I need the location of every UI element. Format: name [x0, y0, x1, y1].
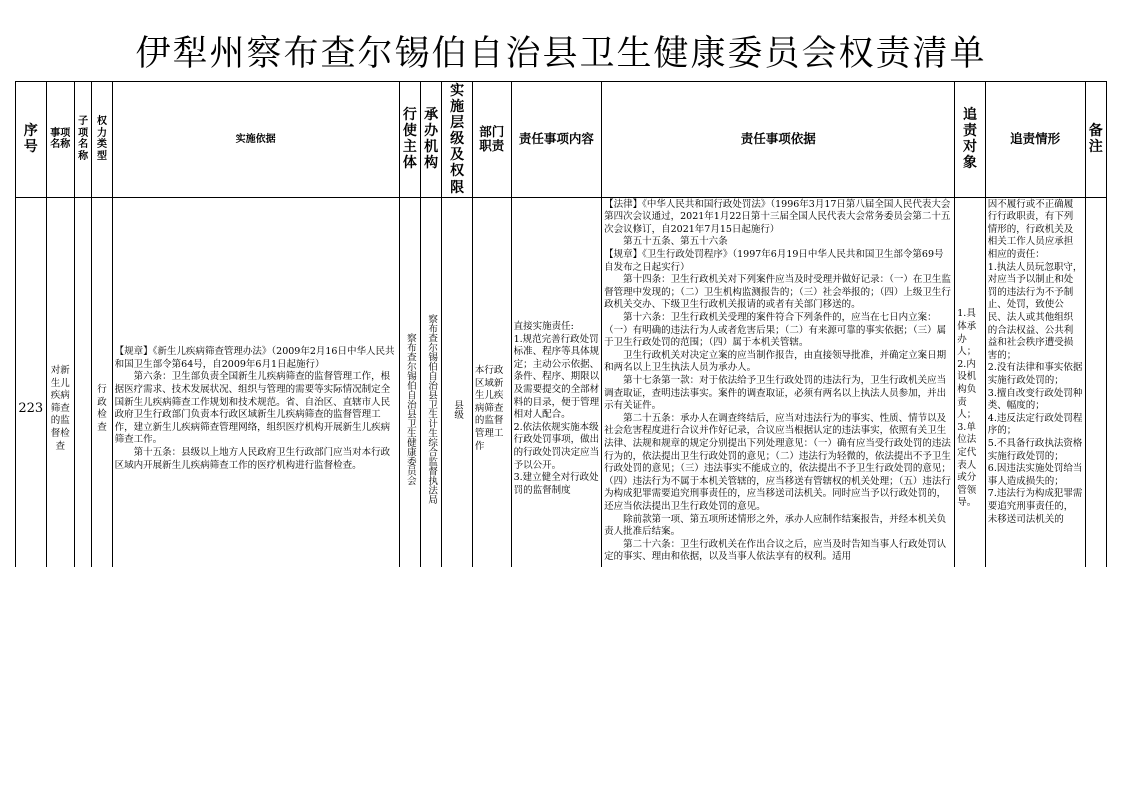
- accountability-line: 3.擅自改变行政处罚种类、幅度的；: [987, 387, 1083, 412]
- accountability-line: 7.违法行为构成犯罪需要追究刑事责任的，未移送司法机关的: [987, 488, 1083, 525]
- accountability-line: 6.因违法实施处罚给当事人造成损失的；: [987, 463, 1083, 487]
- cell-seq: 223: [16, 197, 47, 567]
- header-seq: 序号: [16, 82, 47, 198]
- responsibility-table: [15, 81, 1107, 567]
- level-text: 县级: [452, 399, 464, 419]
- duty-basis-paragraph: 第十七条第一款：对于依法给予卫生行政处罚的违法行为，卫生行政机关应当调查取证，查明违法事实。案件的调查取证，必须有两名以上执法人员参加，并出示有关证件。: [604, 374, 947, 412]
- cell-basis: [112, 197, 399, 567]
- basis-paragraph: 【规章】《新生儿疾病筛查管理办法》（2009年2月16日中华人民共和国卫生部令第64号，自2009年6月1日起施行）: [114, 346, 395, 370]
- header-subject: 行使主体: [399, 82, 420, 198]
- duty-basis-paragraph: 卫生行政机关对决定立案的应当制作报告，由直接领导批准，并确定立案日期和两名以上卫生执法人员为承办人。: [604, 349, 947, 374]
- duty-basis-paragraph: 第十六条：卫生行政机关受理的案件符合下列条件的，应当在七日内立案：（一）有明确的违法行为人或者危害后果；（二）有来源可靠的事实依据；（三）属于卫生行政处罚的范围；（四）属于本机关管辖。: [604, 312, 947, 349]
- cell-remarks: [1085, 197, 1106, 567]
- duty-basis-paragraph: 第十四条：卫生行政机关对下列案件应当及时受理并做好记录：（一）在卫生监督管理中发现的；（二）卫生机构监测报告的；（三）社会举报的；（四）上级卫生行政机关交办、下级卫生行政机关报请的或者有关部门移送的。: [604, 274, 951, 311]
- cell-duty-basis: [602, 197, 955, 567]
- header-duty-content: 责任事项内容: [511, 82, 602, 198]
- duty-basis-paragraph: 【规章】《卫生行政处罚程序》（1997年6月19日中华人民共和国卫生部令第69号 自发布之日起实行）: [604, 249, 944, 273]
- subject-text: 察布查尔锡伯自治县卫生健康委员会: [404, 333, 416, 486]
- cell-undertaking-org: [421, 197, 442, 567]
- header-level: 实施层级及权限: [442, 82, 473, 198]
- header-sub-item-name: 子项名称: [75, 82, 92, 198]
- page-title: 伊犁州察布查尔锡伯自治县卫生健康委员会权责清单: [135, 34, 987, 74]
- table-row: [16, 197, 1107, 567]
- duty-content-line: 2.依法依规实施本级行政处罚事项，做出的行政处罚决定应当予以公开。: [513, 421, 600, 471]
- basis-paragraph: 第六条：卫生部负责全国新生儿疾病筛查的监督管理工作，根据医疗需求、技术发展状况、组织与管理的需要等实际情况制定全国新生儿疾病筛查工作规划和技术规范。省、自治区、直辖市人民政府卫生行政部门负责本行政区域新生儿疾病筛查的监督管理工作，建立新生儿疾病筛查管理网络，组织医疗机构开展新生儿疾病筛查工作。: [114, 371, 391, 446]
- header-power-type: 权力类型: [92, 82, 112, 198]
- duty-content-line: 3.建立健全对行政处罚的监督制度: [513, 472, 599, 496]
- accountability-line: 因不履行或不正确履行行政职责，有下列情形的，行政机关及相关工作人员应承担相应的责任：: [987, 198, 1074, 261]
- duty-basis-paragraph: 第二十六条：卫生行政机关在作出合议之后，应当及时告知当事人行政处罚认定的事实、理由和依据，以及当事人依法享有的权利。适用: [604, 538, 947, 563]
- undertaking-org-text: 察布查尔锡伯自治县卫生计生综合监督执法局: [426, 314, 438, 505]
- cell-accountability: [985, 197, 1085, 567]
- duty-content-line: 1.规范完善行政处罚标准、程序等具体规定；主动公示依据、条件、程序、期限以及需要提交的全部材料的目录，便于管理相对人配合。: [513, 333, 600, 421]
- cell-sub-item-name: [75, 197, 92, 567]
- accountability-line: 1.执法人员玩忽职守，对应当予以制止和处罚的违法行为不予制止、处罚，致使公民、法人或其他组织的合法权益、公共利益和社会秩序遭受损害的；: [987, 261, 1083, 361]
- header-remarks: 备注: [1085, 82, 1106, 198]
- cell-dept-duty: 本行政区域新生儿疾病筛查的监督管理工作: [472, 197, 511, 567]
- cell-item-name: 对新生儿疾病筛查的监督检查: [46, 197, 74, 567]
- header-basis: 实施依据: [112, 82, 399, 198]
- cell-level: [442, 197, 473, 567]
- duty-basis-paragraph: 第二十五条：承办人在调查终结后，应当对违法行为的事实、性质、情节以及社会危害程度进行合议并作好记录，合议应当根据认定的违法事实，依照有关卫生法律、法规和规章的规定分别提出下列处理意见：（一）确有应当受行政处罚的违法行为的，依法提出卫生行政处罚的意见；（二）违法行为轻微的，依法提出不予卫生行政处罚的意见；（三）违法事实不能成立的，依法提出不予卫生行政处罚的意见；（四）违法行为不属于本机关管辖的，应当移送有管辖权的机关处理；（五）违法行为构成犯罪需要追究刑事责任的，应当移送司法机关。同时应当予以行政处罚的，还应当依法提出卫生行政处罚的意见。: [604, 412, 951, 512]
- accountability-line: 2.没有法律和事实依据实施行政处罚的；: [987, 362, 1083, 386]
- basis-paragraph: 第十五条：县级以上地方人民政府卫生行政部门应当对本行政区域内开展新生儿疾病筛查工作的医疗机构进行监督检查。: [114, 446, 391, 471]
- header-duty-basis: 责任事项依据: [602, 82, 955, 198]
- header-accountable: 追责对象: [955, 82, 986, 198]
- duty-content-line: 直接实施责任:: [513, 321, 574, 332]
- duty-basis-paragraph: 【法律】《中华人民共和国行政处罚法》（1996年3月17日第八届全国人民代表大会第四次会议通过，2021年1月22日第十三届全国人民代表大会常务委员会第二十五次会议修订，自2021年7月15日起施行）: [604, 198, 951, 235]
- cell-accountable: 1.具体承办人；2.内设机构负责人；3.单位法定代表人或分管领导。: [955, 197, 986, 567]
- header-item-name: 事项名称: [46, 82, 74, 198]
- accountability-line: 5.不具备行政执法资格实施行政处罚的；: [987, 437, 1083, 462]
- cell-subject: [399, 197, 420, 567]
- responsibility-table-wrapper: [15, 81, 1107, 567]
- header-undertaking-org: 承办机构: [421, 82, 442, 198]
- duty-basis-paragraph: 第五十五条、第五十六条: [623, 236, 728, 248]
- accountability-line: 4.违反法定行政处罚程序的；: [987, 412, 1083, 437]
- header-accountability: 追责情形: [985, 82, 1085, 198]
- cell-duty-content: [511, 197, 602, 567]
- table-header-row: [16, 82, 1107, 198]
- cell-power-type: 行政检查: [92, 197, 112, 567]
- header-dept-duty: 部门职责: [472, 82, 511, 198]
- duty-basis-paragraph: 除前款第一项、第五项所述情形之外，承办人应制作结案报告，并经本机关负责人批准后结案。: [604, 513, 947, 538]
